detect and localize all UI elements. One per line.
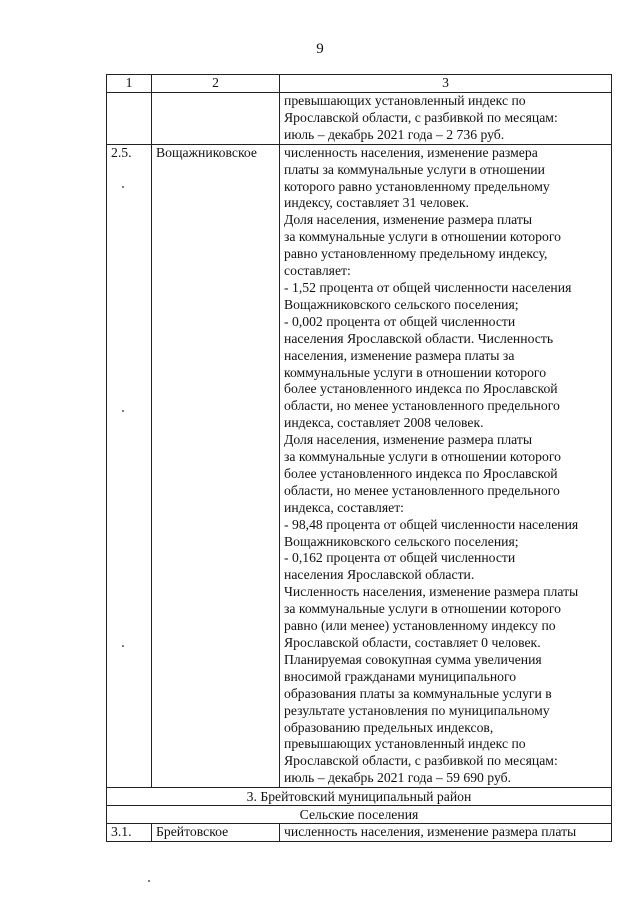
text-line: равно (или менее) установленному индексу по <box>284 618 556 634</box>
text-line: равно установленному предельному индексу, <box>284 246 548 262</box>
scan-speck <box>148 880 150 882</box>
text-line: июль – декабрь 2021 года – 2 736 руб. <box>284 126 505 142</box>
text-line: Ярославской области, составляет 0 человек. <box>284 635 541 650</box>
text-line: численность населения, изменение размера <box>284 144 538 160</box>
text-line: Ярославской области, с разбивкой по месяцам: <box>284 109 558 125</box>
page-number: 9 <box>316 41 324 57</box>
row-text-cell <box>280 93 612 145</box>
text-line: Ярославской области, с разбивкой по месяцам: <box>284 753 558 769</box>
text-line: населения Ярославской области. <box>284 567 475 583</box>
text-line: составляет: <box>284 263 351 279</box>
text-line: населения, изменение размера платы за <box>284 347 515 363</box>
text-line: образованию предельных индексов, <box>284 719 494 735</box>
table-row-3-1 <box>107 824 612 842</box>
text-line: Вощажниковского сельского поселения; <box>284 533 519 549</box>
row-number-cell: 2.5. <box>107 144 152 787</box>
text-line: численность населения, изменение размера платы <box>284 824 577 840</box>
text-line: июль – декабрь 2021 года – 59 690 руб. <box>284 770 512 786</box>
table-header-row <box>107 75 612 93</box>
table-row-continued <box>107 93 612 145</box>
row-number-cell <box>107 93 152 145</box>
header-col-3: 3 <box>280 75 612 93</box>
row-text-cell <box>280 144 612 787</box>
text-line: - 1,52 процента от общей численности населения <box>284 279 572 295</box>
subsection-row <box>107 806 612 824</box>
text-line: области, но менее установленного предельного <box>284 482 560 498</box>
text-line: более установленного индекса по Ярославской <box>284 381 558 397</box>
text-line: Доля населения, изменение размера платы <box>284 212 533 228</box>
text-line: вносимой гражданами муниципального <box>284 668 517 684</box>
text-line: Численность населения, изменение размера платы <box>284 584 579 600</box>
text-line: за коммунальные услуги в отношении которого <box>284 449 561 465</box>
section-row <box>107 788 612 806</box>
text-line: за коммунальные услуги в отношении которого <box>284 229 561 245</box>
row-text-cell <box>280 824 612 842</box>
text-line: превышающих установленный индекс по <box>284 736 526 752</box>
table-row-2-5 <box>107 144 612 787</box>
text-line: области, но менее установленного предельного <box>284 398 560 414</box>
text-line: Доля населения, изменение размера платы <box>284 432 533 448</box>
text-line: населения Ярославской области. Численность <box>284 330 554 346</box>
text-line: более установленного индекса по Ярославской <box>284 465 558 481</box>
row-number-cell: 3.1. <box>107 824 152 842</box>
text-line: Вощажниковского сельского поселения; <box>284 296 519 312</box>
text-line: индекса, составляет: <box>284 499 404 515</box>
text-line: за коммунальные услуги в отношении которого <box>284 601 561 617</box>
row-name-cell <box>152 93 280 145</box>
row-name-cell: Вощажниковское <box>152 144 280 787</box>
subsection-title: Сельские поселения <box>107 806 612 824</box>
document-table <box>106 74 612 842</box>
scan-speck <box>122 410 124 412</box>
scan-speck <box>122 645 124 647</box>
header-col-1: 1 <box>107 75 152 93</box>
text-line: - 0,162 процента от общей численности <box>284 550 516 566</box>
scan-speck <box>122 186 124 188</box>
text-line: превышающих установленный индекс по <box>284 93 526 108</box>
header-col-2: 2 <box>152 75 280 93</box>
text-line: - 98,48 процента от общей численности населения <box>284 516 579 532</box>
text-line: - 0,002 процента от общей численности <box>284 313 516 329</box>
text-line: коммунальные услуги в отношении которого <box>284 364 547 380</box>
text-line: платы за коммунальные услуги в отношении <box>284 161 545 177</box>
row-name-cell: Брейтовское <box>152 824 280 842</box>
text-line: индексу, составляет 31 человек. <box>284 195 469 211</box>
text-line: результате установления по муниципальному <box>284 702 550 718</box>
text-line: Планируемая совокупная сумма увеличения <box>284 651 542 667</box>
text-line: которого равно установленному предельному <box>284 178 550 194</box>
text-line: образования платы за коммунальные услуги в <box>284 685 552 701</box>
section-title: 3. Брейтовский муниципальный район <box>107 788 612 806</box>
text-line: индекса, составляет 2008 человек. <box>284 415 484 431</box>
